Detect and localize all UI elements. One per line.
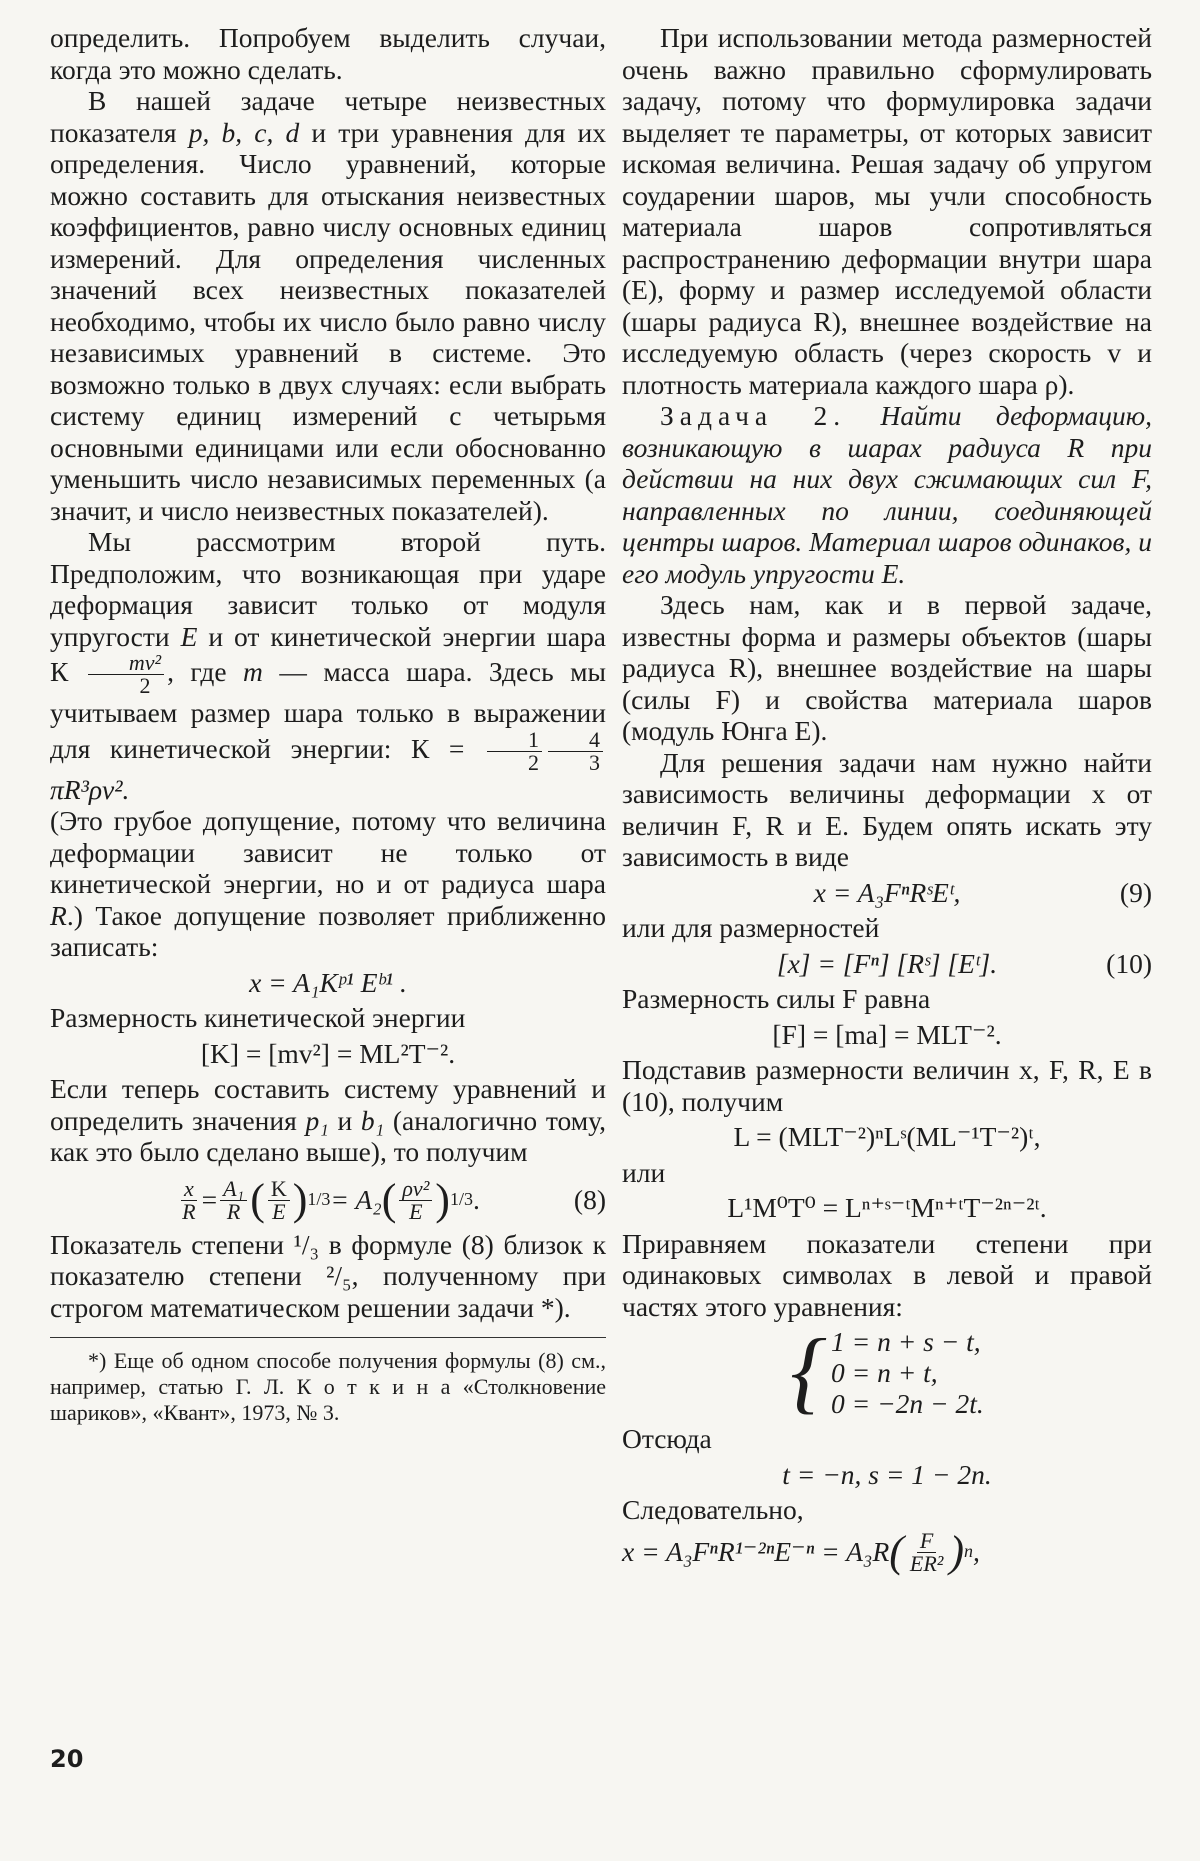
punctuation: , bbox=[973, 1536, 980, 1568]
paragraph bbox=[50, 805, 606, 963]
text: , полученному при строгом математическом решении задачи *). bbox=[50, 1260, 606, 1323]
denominator: 2 bbox=[528, 749, 539, 775]
numerator: K bbox=[268, 1178, 290, 1201]
footnote-divider bbox=[50, 1337, 606, 1338]
denominator: E bbox=[272, 1198, 286, 1224]
page-number: 20 bbox=[50, 1745, 84, 1773]
formula bbox=[622, 1192, 1152, 1224]
formula-text: x = A₃FⁿRˢEᵗ, bbox=[813, 876, 961, 908]
formula bbox=[622, 1459, 1152, 1491]
denominator: E bbox=[409, 1198, 423, 1224]
system-line: 1 = n + s − t, bbox=[831, 1326, 981, 1357]
system-line: 0 = −2n − 2t. bbox=[831, 1388, 984, 1419]
system-lines bbox=[831, 1326, 984, 1419]
paragraph: Приравняем показатели степени при одинаковых символах в левой и правой частях этого уравнения: bbox=[622, 1227, 1152, 1322]
formula bbox=[622, 1121, 1152, 1153]
paren-close: ) bbox=[435, 1175, 450, 1224]
text: и три уравнения для их определения. Число уравнений, которые можно составить для отыскания неизвестных коэффициентов, равно числу основных единиц измерений. Для определения численных значений всех неизвестных показателей необходимо, чтобы их число было равно числу независимых уравнений в системе. Это возможно только в двух случаях: если выбрать систему единиц измерений с четырьмя основными единицами или если обоснованно уменьшить число независимых переменных (а значит, и число неизвестных показателей). bbox=[50, 116, 606, 526]
text: (аналогично тому, как это было сделано выше), то получим bbox=[50, 1104, 607, 1167]
numerator: F bbox=[917, 1530, 936, 1553]
paragraph bbox=[50, 1229, 606, 1324]
paragraph: определить. Попробуем выделить случаи, когда это можно сделать. bbox=[50, 22, 606, 85]
math-var: m bbox=[243, 655, 263, 687]
task-label: Задача 2. bbox=[660, 400, 847, 431]
paren-close: ) bbox=[949, 1527, 965, 1576]
text: В нашей задаче четыре неизвестных показателя bbox=[50, 85, 606, 148]
math-var: E bbox=[180, 620, 198, 652]
formula-text: L¹M⁰T⁰ = Lⁿ⁺ˢ⁻ᵗMⁿ⁺ᵗT⁻²ⁿ⁻²ᵗ. bbox=[727, 1192, 1047, 1223]
formula bbox=[50, 1038, 606, 1070]
formula-text: x = A₃FⁿR¹⁻²ⁿE⁻ⁿ = A₃R bbox=[622, 1536, 890, 1568]
denominator: R bbox=[226, 1198, 241, 1224]
paren-open: ( bbox=[381, 1175, 397, 1224]
text: Показатель степени bbox=[50, 1228, 294, 1260]
math-expr: πR³ρv². bbox=[50, 773, 130, 805]
denominator: 2 bbox=[139, 673, 151, 698]
fraction bbox=[907, 1527, 946, 1576]
paragraph: Отсюда bbox=[622, 1423, 712, 1454]
exponent: n bbox=[964, 1541, 974, 1562]
numerator: x bbox=[181, 1178, 197, 1201]
equals: = bbox=[201, 1184, 218, 1216]
numerator: ρv² bbox=[399, 1178, 432, 1201]
fraction-inline: ¹/₃ bbox=[293, 1228, 320, 1260]
paragraph: Следовательно, bbox=[622, 1494, 804, 1525]
exponent: 1/3 bbox=[449, 1189, 473, 1210]
text: и bbox=[328, 1104, 361, 1136]
fraction bbox=[220, 1175, 247, 1224]
task-text: Найти деформацию, возникающую в шарах радиуса R при действии на них двух сжимающих сил F, направленных по линии, соединяющей центры шаров. Материал шаров одинаков, и его модуль упругости E. bbox=[622, 400, 1153, 589]
exponent: 1/3 bbox=[307, 1189, 331, 1210]
text: Мы рассмотрим второй путь. Предположим, что возникающая при ударе деформация зависит только от модуля упругости bbox=[50, 526, 606, 652]
paragraph: или для размерностей bbox=[622, 912, 880, 943]
paragraph: или bbox=[622, 1156, 666, 1188]
numerator: 1 bbox=[487, 729, 542, 752]
formula-text: L = (MLT⁻²)ⁿLˢ(ML⁻¹T⁻²)ᵗ, bbox=[733, 1121, 1041, 1152]
numerator: mv² bbox=[88, 652, 164, 675]
fraction bbox=[487, 726, 542, 775]
text: и от кинетической энергии шара К bbox=[50, 620, 606, 687]
numerator: A₁ bbox=[220, 1178, 247, 1201]
text: — масса шара. Здесь мы учитываем размер шара только в выражении для кинетической энергии: К = bbox=[50, 655, 607, 764]
formula-text: t = −n, s = 1 − 2n. bbox=[782, 1458, 992, 1490]
formula-text: [K] = [mv²] = ML²T⁻². bbox=[200, 1037, 456, 1069]
math-var: R bbox=[50, 899, 67, 931]
formula-text: [x] = [Fⁿ] [Rˢ] [Eᵗ]. bbox=[776, 947, 998, 979]
paragraph: Для решения задачи нам нужно найти зависимость величины деформации x от величин F, R и E. Будем опять искать эту зависимость в виде bbox=[622, 746, 1152, 872]
text: , где bbox=[167, 655, 244, 687]
formula-text: x = A₁Kᵖ¹ Eᵇ¹ . bbox=[249, 966, 407, 998]
fraction bbox=[179, 1175, 198, 1224]
equation-number: (10) bbox=[1106, 947, 1152, 979]
formula bbox=[50, 967, 606, 999]
equation-number: (8) bbox=[573, 1184, 606, 1216]
formula-8: $\frac{x}{R}$ = $\frac{\text{A₁}}{R}$ ( $\frac{K}{E}$ ) 1/3 = A₂ ( $\frac{\text{ρv²}}{E}$ ) 1/3 . (8) bbox=[50, 1178, 606, 1223]
paragraph bbox=[50, 85, 606, 526]
denominator: 3 bbox=[589, 749, 600, 775]
text: Если теперь составить систему уравнений и определить значения bbox=[50, 1073, 606, 1136]
left-column bbox=[50, 22, 606, 1426]
task-statement bbox=[622, 400, 1152, 589]
footnote: *) Еще об одном способе получения формулы (8) см., например, статью Г. Л. К о т к и н а «Столкновение шариков», «Квант», 1973, № 3. bbox=[50, 1348, 606, 1425]
paren-close: ) bbox=[292, 1175, 308, 1224]
paren-open: ( bbox=[889, 1527, 904, 1576]
fraction-inline: ²/₅ bbox=[326, 1260, 352, 1291]
formula-text: [F] = [ma] = MLT⁻². bbox=[772, 1018, 1002, 1050]
paragraph: Размерность кинетической энергии bbox=[50, 1002, 466, 1033]
paragraph: Подставив размерности величин x, F, R, E в (10), получим bbox=[622, 1054, 1152, 1117]
paragraph: Размерность силы F равна bbox=[622, 983, 931, 1014]
equation-system bbox=[622, 1320, 1152, 1422]
text: (Это грубое допущение, потому что величина деформации зависит не только от кинетической энергии, но и от радиуса шара bbox=[50, 805, 606, 899]
fraction bbox=[548, 726, 603, 775]
paragraph bbox=[50, 1073, 606, 1168]
numerator: 4 bbox=[548, 729, 603, 752]
text: в формуле (8) близок к показателю степени bbox=[50, 1228, 606, 1291]
system-line: 0 = n + t, bbox=[831, 1357, 938, 1388]
math-var: b₁ bbox=[360, 1104, 385, 1136]
formula-10 bbox=[622, 948, 1152, 980]
paragraph: Здесь нам, как и в первой задаче, известны форма и размеры объектов (шары радиуса R), внешнее воздействие на шары (силы F) и свойства материала шаров (модуль Юнга E). bbox=[622, 589, 1152, 746]
fraction bbox=[88, 652, 164, 697]
right-column bbox=[622, 22, 1152, 1579]
formula-9 bbox=[622, 877, 1152, 909]
paragraph: При использовании метода размерностей очень важно правильно сформулировать задачу, потому что формулировка задачи выделяет те параметры, от которых зависит искомая величина. Решая задачу об упругом соударении шаров, мы учли способность материала шаров сопротивляться распространению деформации внутри шара (E), форму и размер исследуемой области (шары радиуса R), внешнее воздействие на исследуемую область (через скорость v и плотность материала каждого шара ρ). bbox=[622, 22, 1152, 400]
paren-open: ( bbox=[250, 1175, 265, 1224]
text: .) Такое допущение позволяет приближенно записать: bbox=[50, 899, 606, 962]
math-vars: p, b, c, d bbox=[188, 116, 300, 148]
coefficient: = A₂ bbox=[330, 1184, 382, 1216]
fraction bbox=[268, 1175, 290, 1224]
math-var: p₁ bbox=[305, 1104, 329, 1136]
brace: { bbox=[790, 1320, 828, 1422]
formula-final bbox=[622, 1527, 1152, 1576]
equation-number: (9) bbox=[1119, 876, 1152, 908]
denominator: R bbox=[182, 1198, 196, 1224]
paragraph bbox=[50, 526, 606, 805]
formula bbox=[622, 1019, 1152, 1051]
denominator: ER² bbox=[909, 1550, 944, 1576]
fraction bbox=[399, 1175, 432, 1224]
